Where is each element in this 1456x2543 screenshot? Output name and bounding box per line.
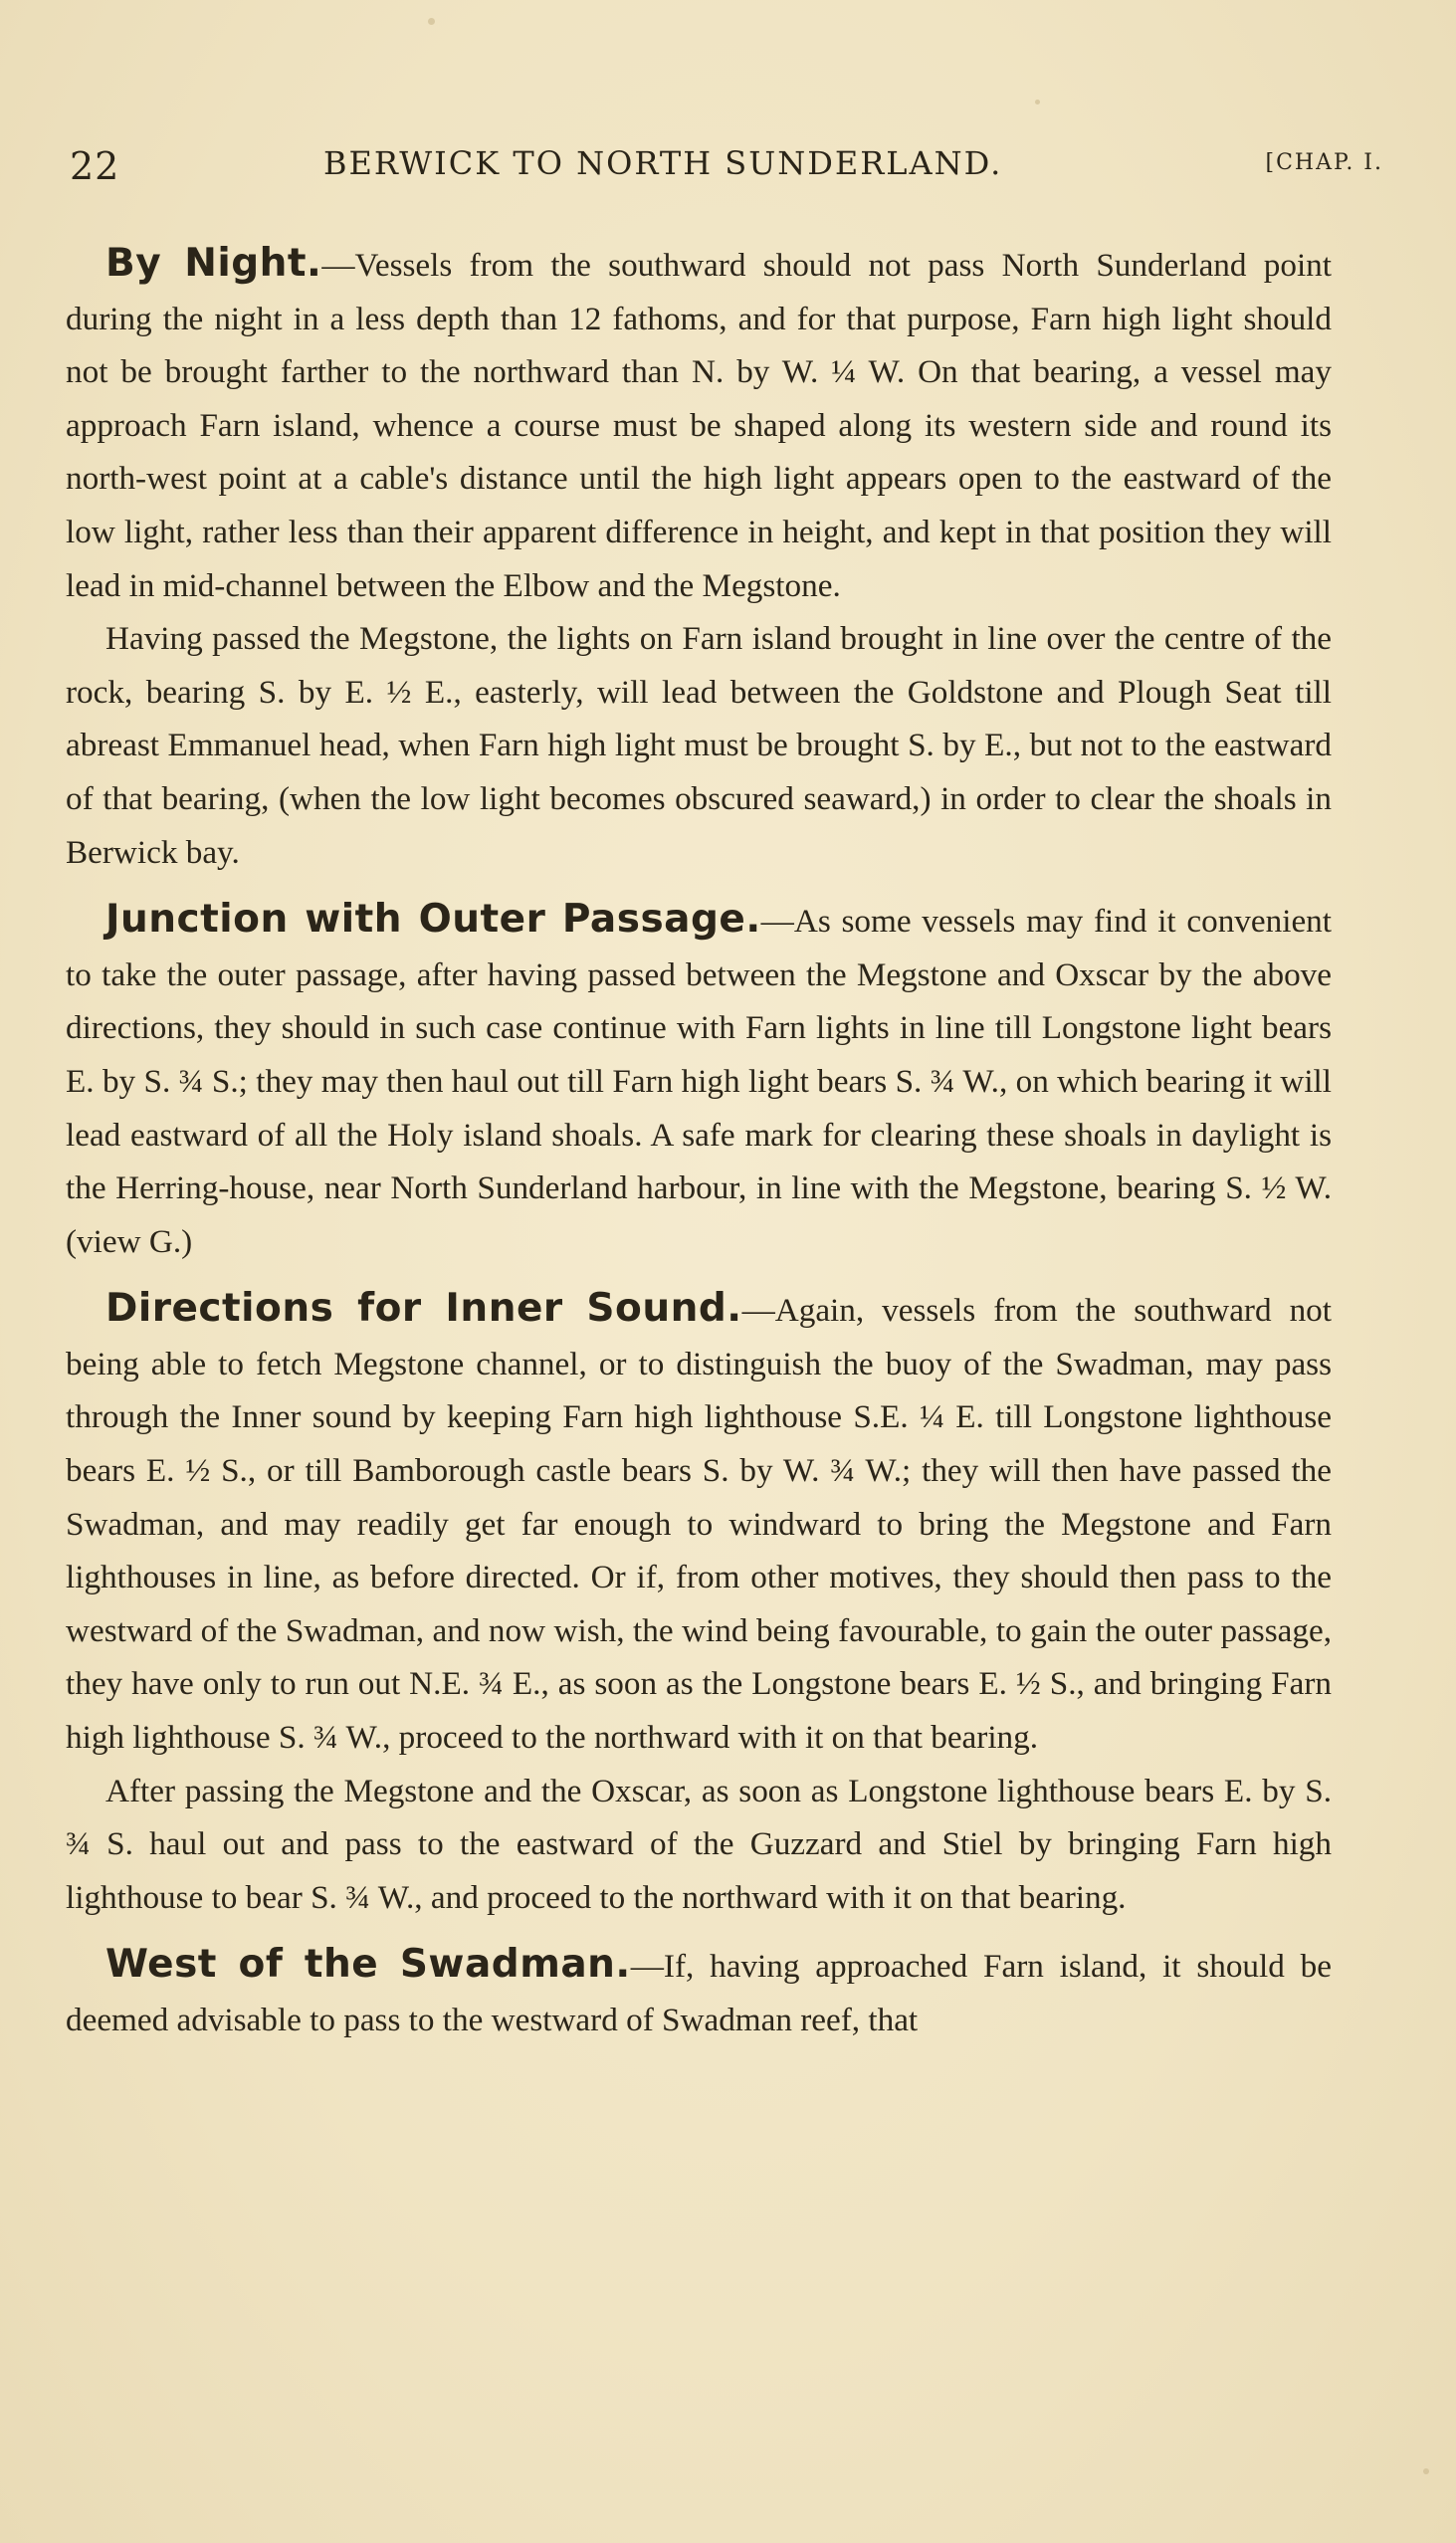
- paragraph-text: Having passed the Megstone, the lights on Farn island brought in line over the centre of the rock, bearing S. by E. ½ E., easterly, will lead between the Goldstone and Plough Seat till abreast Emmanuel head, when Farn high light must be brought S. by E., but not to the eastward of that bearing, (when the low light becomes obscured seaward,) in order to clear the shoals in Berwick bay.: [66, 620, 1332, 871]
- paragraph-inner-sound: [66, 1282, 1332, 1764]
- paper-speck: [428, 18, 435, 25]
- paragraph-west-swadman: [66, 1938, 1332, 2046]
- section-heading: By Night.: [105, 241, 322, 286]
- paragraph-text: —As some vessels may find it convenient to take the outer passage, after having passed between the Megstone and Oxscar by the above directions, they should in such case continue with Farn lights in line till Longstone light bears E. by S. ¾ S.; they may then haul out till Farn high light bears S. ¾ W., on which bearing it will lead eastward of all the Holy island shoals. A safe mark for clearing these shoals in daylight is the Herring-house, near North Sunderland harbour, in line with the Megstone, bearing S. ½ W. (view G.): [66, 903, 1332, 1260]
- paragraph-by-night: [66, 237, 1332, 612]
- paragraph-outer-passage: [66, 893, 1332, 1268]
- page-number: 22: [70, 144, 120, 188]
- paragraph-text: —If, having approached Farn island, it should be deemed advisable to pass to the westward of Swadman reef, that: [66, 1948, 1332, 2038]
- body-text: [66, 237, 1332, 2047]
- section-heading: Junction with Outer Passage.: [105, 897, 761, 943]
- paper-speck: [1035, 100, 1040, 105]
- chapter-label: [CHAP. I.: [1265, 150, 1383, 175]
- paragraph-text: —Again, vessels from the southward not being able to fetch Megstone channel, or to distinguish the buoy of the Swadman, may pass through the Inner sound by keeping Farn high lighthouse S.E. ¼ E. till Longstone lighthouse bears E. ½ S., or till Bamborough castle bears S. by W. ¾ W.; they will then have passed the Swadman, and may readily get far enough to windward to bring the Megstone and Farn lighthouses in line, as before directed. Or if, from other motives, they should then pass to the westward of the Swadman, and now wish, the wind being favourable, to gain the outer passage, they have only to run out N.E. ¾ E., as soon as the Longstone bears E. ½ S., and bringing Farn high lighthouse S. ¾ W., proceed to the northward with it on that bearing.: [66, 1292, 1332, 1757]
- section-heading: Directions for Inner Sound.: [105, 1286, 742, 1332]
- page-title: BERWICK TO NORTH SUNDERLAND.: [323, 144, 1003, 182]
- paragraph-text: —Vessels from the southward should not pass North Sunderland point during the night in a less depth than 12 fathoms, and for that purpose, Farn high light should not be brought farther to the northward than N. by W. ¼ W. On that bearing, a vessel may approach Farn island, whence a course must be shaped along its western side and round its north-west point at a cable's distance until the high light appears open to the eastward of the low light, rather less than their apparent difference in height, and kept in that position they will lead in mid-channel between the Elbow and the Megstone.: [66, 247, 1332, 604]
- paragraph-text: After passing the Megstone and the Oxscar, as soon as Longstone lighthouse bears E. by S. ¾ S. haul out and pass to the eastward of the Guzzard and Stiel by bringing Farn high lighthouse to bear S. ¾ W., and proceed to the northward with it on that bearing.: [66, 1772, 1332, 1916]
- paper-speck: [1423, 2468, 1429, 2474]
- paragraph-megstone: [66, 612, 1332, 879]
- running-head: [70, 144, 1383, 194]
- section-heading: West of the Swadman.: [105, 1942, 631, 1988]
- paragraph-oxscar: [66, 1765, 1332, 1925]
